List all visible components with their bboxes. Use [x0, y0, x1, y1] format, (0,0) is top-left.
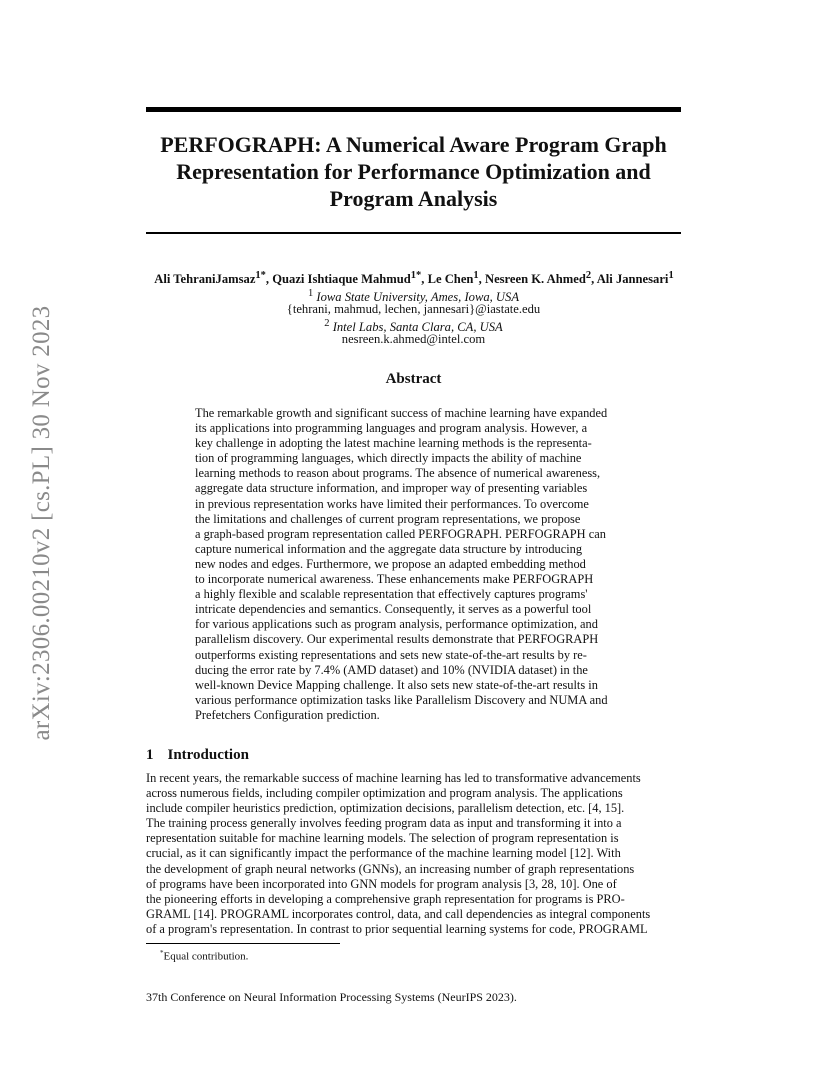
title-line-1: PERFOGRAPH: A Numerical Aware Program Graph: [160, 132, 667, 157]
intro-line: In recent years, the remarkable success of machine learning has led to transformative advancements: [146, 771, 641, 785]
intro-line: the pioneering efforts in developing a comprehensive graph representation for programs is PRO-: [146, 891, 625, 906]
arxiv-stamp: [22, 285, 62, 760]
venue-line: 37th Conference on Neural Information Processing Systems (NeurIPS 2023).: [146, 990, 517, 1004]
abstract-line: a highly flexible and scalable representation that effectively captures programs': [195, 587, 588, 602]
abstract-line: the limitations and challenges of current program representations, we propose: [195, 511, 581, 526]
intro-line: The training process generally involves feeding program data as input and transforming it into a: [146, 816, 622, 831]
footnote-rule: [146, 943, 340, 944]
author: Le Chen: [427, 272, 474, 287]
intro-line: of programs have been incorporated into GNN models for program analysis [3, 28, 10]. One of: [146, 876, 617, 891]
abstract-line: its applications into programming languages and program analysis. However, a: [195, 421, 588, 436]
affiliation-1: $^1$ Iowa State University, Ames, Iowa, USA: [307, 288, 520, 305]
title-line-2: Representation for Performance Optimization and: [176, 159, 651, 184]
author-list: Ali TehraniJamsaz$^{1*}$, Quazi Ishtiaque Mahmud$^{1*}$, Le Chen$^1$, Nesreen K. Ahmed$^2$, Ali Jannesari$^1$: [154, 270, 674, 287]
author: Ali Jannesari: [596, 272, 669, 287]
paper-title: [146, 131, 681, 212]
abstract-line: tion of programming languages, which directly impacts the ability of machine: [195, 451, 582, 466]
abstract-line: well-known Device Mapping challenge. It also sets new state-of-the-art results in: [195, 677, 598, 692]
abstract-line: for various applications such as program analysis, performance optimization, and: [195, 617, 598, 632]
abstract-line: outperforms existing representations and sets new state-of-the-art results by re-: [195, 647, 587, 662]
abstract-line: parallelism discovery. Our experimental results demonstrate that PERFOGRAPH: [195, 632, 599, 647]
abstract-line: aggregate data structure information, and improper way of presenting variables: [195, 481, 588, 496]
abstract-line: Prefetchers Configuration prediction.: [195, 707, 380, 722]
intro-line: crucial, as it can significantly impact the performance of the machine learning model [12]. With: [146, 846, 621, 861]
title-top-rule: [146, 107, 681, 112]
section-title: Introduction: [167, 747, 249, 763]
title-bottom-rule: [146, 232, 681, 234]
abstract-line: key challenge in adopting the latest machine learning methods is the representa-: [195, 436, 592, 451]
intro-line: representation suitable for machine learning models. The selection of program representation is: [146, 831, 619, 846]
introduction-body: [146, 771, 686, 937]
footnote: *Equal contribution.: [160, 949, 249, 963]
intro-line: the development of graph neural networks (GNNs), an increasing number of graph representations: [146, 861, 635, 876]
abstract-line: intricate dependencies and semantics. Consequently, it serves as a powerful tool: [195, 602, 592, 617]
title-line-3: Program Analysis: [329, 186, 498, 211]
abstract-line: capture numerical information and the aggregate data structure by introducing: [195, 541, 583, 556]
abstract-line: learning methods to reason about programs. The absence of numerical awareness,: [195, 466, 601, 481]
abstract-line: new nodes and edges. Furthermore, we propose an adapted embedding method: [195, 556, 586, 571]
author: Quazi Ishtiaque Mahmud: [272, 272, 411, 287]
abstract-body: [195, 406, 635, 723]
intro-line: across numerous fields, including compiler optimization and program analysis. The applications: [146, 786, 623, 801]
abstract-line: a graph-based program representation called PERFOGRAPH. PERFOGRAPH can: [195, 526, 606, 541]
intro-line: of a program's representation. In contrast to prior sequential learning systems for code, PROGRAML: [146, 921, 648, 936]
author: Ali TehraniJamsaz: [154, 272, 256, 287]
affiliation-1-email: {tehrani, mahmud, lechen, jannesari}@iastate.edu: [286, 302, 541, 316]
section-heading-introduction: [146, 747, 249, 764]
abstract-line: in previous representation works have limited their performances. To overcome: [195, 496, 589, 511]
affiliation-2-email: nesreen.k.ahmed@intel.com: [341, 332, 486, 346]
section-number: 1: [146, 747, 154, 763]
author: Nesreen K. Ahmed: [484, 272, 586, 287]
abstract-line: various performance optimization tasks like Parallelism Discovery and NUMA and: [195, 692, 608, 707]
intro-line: include compiler heuristics prediction, optimization decisions, parallelism detection, etc. [4, 15].: [146, 801, 625, 816]
intro-line: GRAML [14]. PROGRAML incorporates control, data, and call dependencies as integral components: [146, 906, 651, 921]
abstract-line: to incorporate numerical awareness. These enhancements make PERFOGRAPH: [195, 572, 594, 587]
abstract-line: The remarkable growth and significant success of machine learning have expanded: [195, 406, 608, 420]
abstract-line: ducing the error rate by 7.4% (AMD dataset) and 10% (NVIDIA dataset) in the: [195, 662, 588, 677]
arxiv-id: arXiv:2306.00210v2 [cs.PL] 30 Nov 2023: [28, 305, 55, 740]
abstract-heading: Abstract: [385, 371, 442, 387]
affiliation-2: $^2$ Intel Labs, Santa Clara, CA, USA: [324, 318, 503, 335]
